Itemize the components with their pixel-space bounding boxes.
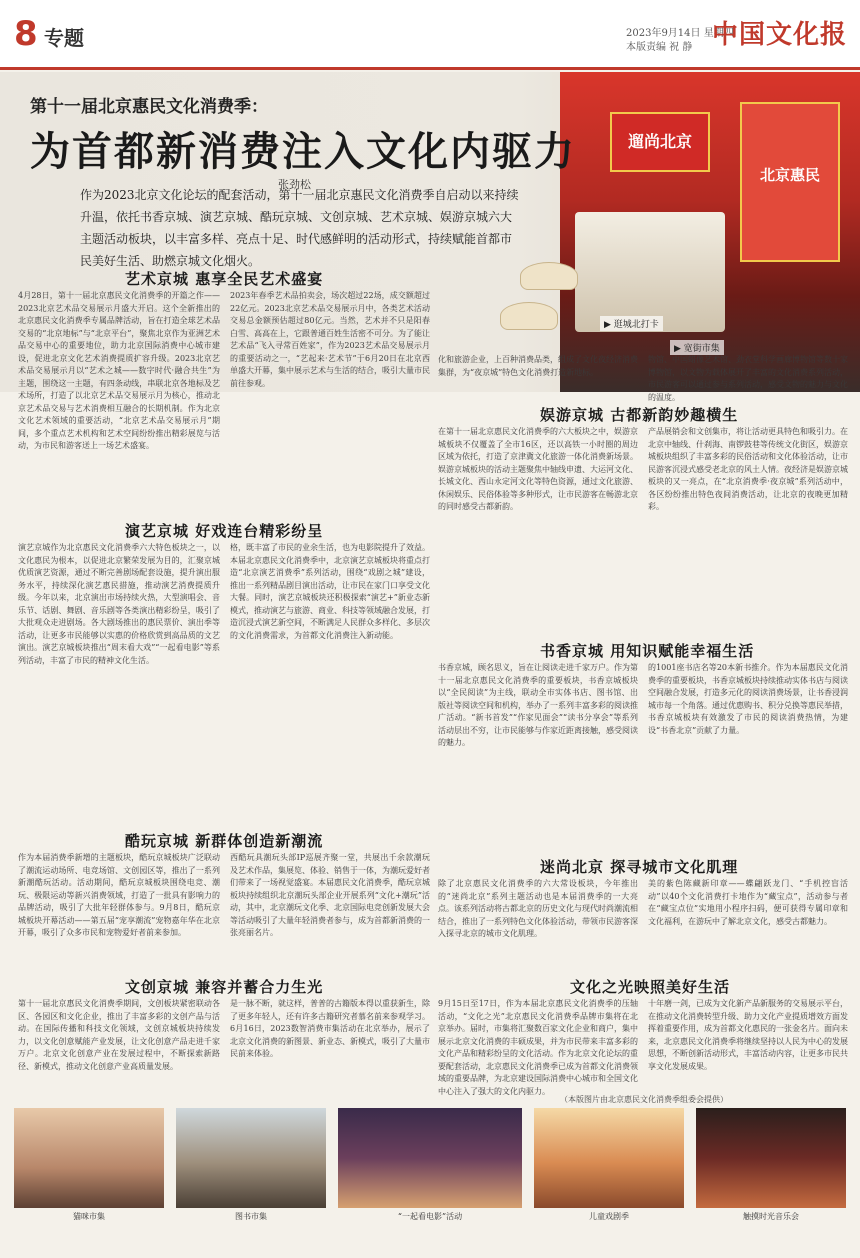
page-title: 为首都新消费注入文化内驱力 bbox=[30, 129, 576, 175]
photo-caption: ▶ 宽街市集 bbox=[670, 340, 724, 355]
merch-shelf bbox=[575, 212, 725, 332]
article-text: 除了北京惠民文化消费季的六大常设板块，今年推出的“迷尚北京”系列主题活动也是本届消费季的一大亮点。该系列活动将古都北京的历史文化与现代时尚潮流相结合，推出了一系列特色文化体验活动，带领市民游客深入探寻北京的城市文化肌理。 bbox=[438, 879, 638, 938]
photo-caption: “一起看电影”活动 bbox=[397, 1212, 463, 1221]
article-text: 书香京城，顾名思义，旨在让阅读走进千家万户。作为第十一届北京惠民文化消费季的重要板块，书香京城板块以“全民阅读”为主线，联动全市实体书店、图书馆、出版社等阅读空间和机构，举办了一系列丰富多彩的阅读推广活动。“新书首发”“作家见面会”“读书分享会”等系列活动层出不穷，让市民能够与作家近距离接触，感受阅读的魅力。 bbox=[438, 663, 638, 747]
section-heading-entertainment: 娱游京城 古都新韵妙趣横生 bbox=[540, 406, 739, 424]
article-text: 产品展销会和文创集市，将让活动更具特色和吸引力。在北京中轴线、什刹海、南锣鼓巷等传统文化街区，娱游京城板块组织了丰富多彩的民俗活动和文化体验活动，让市民游客沉浸式感受老北京的风土人情。夜经济是娱游京城板块的又一亮点，在“北京消费季·夜京城”系列活动中，各区纷纷推出特色夜间消费活动，让北京的夜晚更加精彩。 bbox=[648, 427, 848, 511]
page-number: 8 bbox=[14, 14, 38, 54]
article-text: 十年磨一剑，已成为文化新产品新服务的交易展示平台，在推动文化消费转型升级、助力文化产业提质增效方面发挥着重要作用，成为首都文化惠民的一张金名片。面向未来，北京惠民文化消费季将继续坚持以人民为中心的发展思想，不断创新活动形式，丰富活动内容，让更多市民共享文化发展成果。 bbox=[648, 999, 848, 1071]
section-heading-heritage: 迷尚北京 探寻城市文化肌理 bbox=[540, 858, 739, 876]
newspaper-logo: 中国文化报 bbox=[712, 20, 848, 50]
photo-caption: 儿童戏剧季 bbox=[589, 1212, 629, 1221]
issue-date: 2023年9月14日 星期四 bbox=[626, 28, 734, 39]
hat-product bbox=[520, 262, 578, 290]
section-heading-performance: 演艺京城 好戏连台精彩纷呈 bbox=[125, 522, 324, 540]
article-text: 是一脉不断，就这样，普普的古籍版本得以重获新生，除了更多年轻人，还有许多古籍研究者慕名前来参观学习。6月16日，2023数智消费市集活动在北京举办，展示了北京文化消费的新图景、新业态、新模式，吸引了大量市民前来体验。 bbox=[230, 999, 430, 1058]
hat-product bbox=[500, 302, 558, 330]
article-text: 演艺京城作为北京惠民文化消费季六大特色板块之一，以文化惠民为根本，以促进北京繁荣发展为目的，汇聚京城优质演艺资源，通过不断完善剧场配套设施，提升演出服务水平，持续深化演艺惠民措施，推动演艺消费提质升级。今年以来，北京演出市场持续火热，大型演唱会、音乐节、话剧、舞剧、音乐剧等各类演出精彩纷呈，吸引了大批观众走进剧场。各大剧场推出的惠民票价、演出季等活动，让更多市民能够以实惠的价格欣赏到高品质的文艺演出。演艺京城板块推出“周末看大戏”“一起看电影”等系列活动，丰富了市民的精神文化生活。 bbox=[18, 543, 220, 665]
photo-book-market bbox=[176, 1108, 326, 1208]
photo-credit: （本版图片由北京惠民文化消费季组委会提供） bbox=[560, 1095, 728, 1104]
section-heading-cool: 酷玩京城 新群体创造新潮流 bbox=[125, 832, 324, 850]
section-heading-art: 艺术京城 惠享全民艺术盛宴 bbox=[125, 270, 324, 288]
photo-caption: 图书市集 bbox=[235, 1212, 267, 1221]
photo-concert bbox=[696, 1108, 846, 1208]
article-text: 作为本届消费季新增的主题板块，酷玩京城板块广泛联动了潮流运动场所、电竞场馆、文创园区等，推出了一系列新潮酷玩活动。活动期间，酷玩京城板块围绕电竞、潮玩、极限运动等新兴消费领域，打造了一批具有影响力的品牌活动，吸引了大批年轻群体参与。9月8日，酷玩京城板块开幕活动——第五届“宠享潮流”宠物嘉年华在北京开幕，吸引了众多市民和宠物爱好者前来参加。 bbox=[18, 853, 220, 937]
photo-caption: 猫咪市集 bbox=[73, 1212, 105, 1221]
lead-paragraph: 作为2023北京文化论坛的配套活动，第十一届北京惠民文化消费季自启动以来持续升温，依托书香京城、演艺京城、酷玩京城、文创京城、艺术京城、娱游京城六大主题活动板块，以丰富多样、亮点十足、时代感鲜明的活动形式，持续赋能首都市民美好生活、助燃京城文化烟火。 bbox=[80, 188, 519, 268]
article-text: 4月28日，第十一届北京惠民文化消费季的开篇之作——2023北京艺术品交易展示月盛大开启。这个全新推出的北京惠民文化消费季专属品牌活动，旨在打造全球艺术品交易的“北京地标”与“北京平台”，聚焦北京作为亚洲艺术品交易中心的重要地位，助力北京国际消费中心城市建设，促进北京文化艺术消费提质扩容升级。2023北京艺术品交易展示月以“艺术之城——数字时代·融合共生”为主题，围绕这一主题，有四条动线，串联北京各地标及艺术场所，打造了以北京艺术品交易展示月为核心，推动北京艺术品交易与艺术消费相互融合的长期机制。作为北京文化艺术领域的重要活动，“北京艺术品交易展示月”期间，多个重点艺术机构和艺术空间纷纷推出精彩展览与活动，为市民和游客送上一场艺术盛宴。 bbox=[18, 291, 220, 450]
section-heading-creative: 文创京城 兼容并蓄合力生光 bbox=[125, 978, 324, 996]
byline: 张劲松 bbox=[278, 178, 311, 191]
photo-kids-theater bbox=[534, 1108, 684, 1208]
article-text: 美的紫色陈藏新印章——蝶翩跃龙门、“手机控盲活动”以40个文化消费打卡地作为“藏宝点”，活动参与者在“藏宝点位”实地用小程序扫码，便可获得专属印章和文化福利，在游玩中了解北京文化，感受古都魅力。 bbox=[648, 879, 848, 926]
article-text: 9月15日至17日，作为本届北京惠民文化消费季的压轴活动，“文化之光”北京惠民文化消费季品牌市集将在北京举办。届时，市集将汇聚数百家文化企业和商户，集中展示北京文化消费的丰硕成果，并为市民带来丰富多彩的文化产品和精彩纷呈的文化活动。作为北京文化论坛的重要配套活动，北京惠民文化消费季已成为首都文化消费领域的重要品牌，为北京建设国际消费中心城市和全国文化中心注入了强大的文化内驱力。 bbox=[438, 999, 638, 1096]
photo-caption: ▶ 逛城北打卡 bbox=[600, 316, 663, 331]
photo-movie-event bbox=[338, 1108, 522, 1208]
article-text: 格，既丰富了市民的业余生活，也为电影院提升了效益。本届北京惠民文化消费季中，北京演艺京城板块将重点打造“北京演艺消费季”系列活动，围绕“戏剧之城”建设，推出一系列精品剧目演出活动，让市民在家门口享受文化大餐。同时，演艺京城板块还积极探索“演艺+”新业态新模式，推动演艺与旅游、商业、科技等领域融合发展，打造沉浸式演艺新空间，不断满足人民群众多样化、多层次的文化消费需求，为首都文化消费注入新动能。 bbox=[230, 543, 430, 640]
article-text: 2023年春季艺术品拍卖会，场次超过22场，成交额超过22亿元。2023北京艺术品交易展示月中，各类艺术活动交易总金额预估超过80亿元。当然，艺术并不只是阳春白雪、高高在上，它跟普通百姓生活密不可分。为了能让艺术品“飞入寻常百姓家”，作为2023艺术品交易展示月的重要活动之一，“艺起来·艺术节”于6月20日在北京西单盛大开幕，集中展示艺术与生活的结合，吸引大量市民前往参观。 bbox=[230, 291, 430, 388]
article-text: 第十一届北京惠民文化消费季期间，文创板块紧密联动各区、各园区和文化企业，推出了丰富多彩的文创产品与活动。在国际传播和科技文化领域，文创京城板块持续发力，以文化创意赋能产业发展，让文化创意产品走进千家万户。北京文化创意产业在发展过程中，不断探索新路径、新模式，推动文化创意产业高质量发展。 bbox=[18, 999, 220, 1071]
article-text: 化和旅游企业，上百种消费品类，组成了文化夜经济消费集群，为“夜京城”特色文化消费打造新地标。 bbox=[438, 355, 638, 377]
masthead bbox=[0, 0, 860, 70]
article-text: 的1001座书店名等20本新书推介。作为本届惠民文化消费季的重要板块，书香京城板块持续推动实体书店与阅读空间融合发展，打造多元化的阅读消费场景，让书香浸润城市每一个角落。通过优惠购书、积分兑换等惠民举措，书香京城板块有效激发了市民的阅读消费热情，为建设“书香北京”贡献了力量。 bbox=[648, 663, 848, 735]
booth-sign: 北京惠民 bbox=[740, 102, 840, 262]
article-text: 西酷玩具潮玩头部IP巡展齐聚一堂，共展出千余款潮玩及艺术作品，集展览、体验、销售于一体，为潮玩爱好者们带来了一场视觉盛宴。本届惠民文化消费季，酷玩京城板块持续组织北京潮玩头部企业开展系列“文化+潮玩”活动，其中，北京潮玩文化季、北京国际电竞创新发展大会等活动吸引了大量年轻消费者参与，成为首都新消费的一张亮丽名片。 bbox=[230, 853, 430, 937]
section-heading-books: 书香京城 用知识赋能幸福生活 bbox=[540, 642, 755, 660]
section-heading-light: 文化之光映照美好生活 bbox=[570, 978, 731, 996]
photo-cat-market bbox=[14, 1108, 164, 1208]
booth-sign: 遛尚北京 bbox=[610, 112, 710, 172]
article-text: 在第十一届北京惠民文化消费季的六大板块之中，娱游京城板块不仅覆盖了全市16区，还以高铁一小时圈的周边区域为依托，打造了京津冀文化旅游一体化消费新场景。娱游京城板块的活动主题聚焦中轴线申遗、大运河文化、长城文化、西山永定河文化等特色资源，通过文化旅游、休闲娱乐、民俗体验等多种形式，让市民游客在畅游北京的同时感受古都新韵。 bbox=[438, 427, 638, 511]
article-text: 物馆、中国蜡像艺术馆、劲衣堂科学画廊博物馆等数十家博物馆，以文物为载体展开了丰富的文化消费系列活动，市民游客可以通过参与系列活动，感受文物的魅力与文化的温度。 bbox=[648, 355, 848, 402]
hero-subtitle: 第十一届北京惠民文化消费季： bbox=[30, 97, 268, 117]
editor-credit: 本版责编 祝 静 bbox=[626, 42, 693, 53]
page-column: 专题 bbox=[44, 26, 84, 50]
photo-caption: 触摸时光音乐会 bbox=[743, 1212, 799, 1221]
